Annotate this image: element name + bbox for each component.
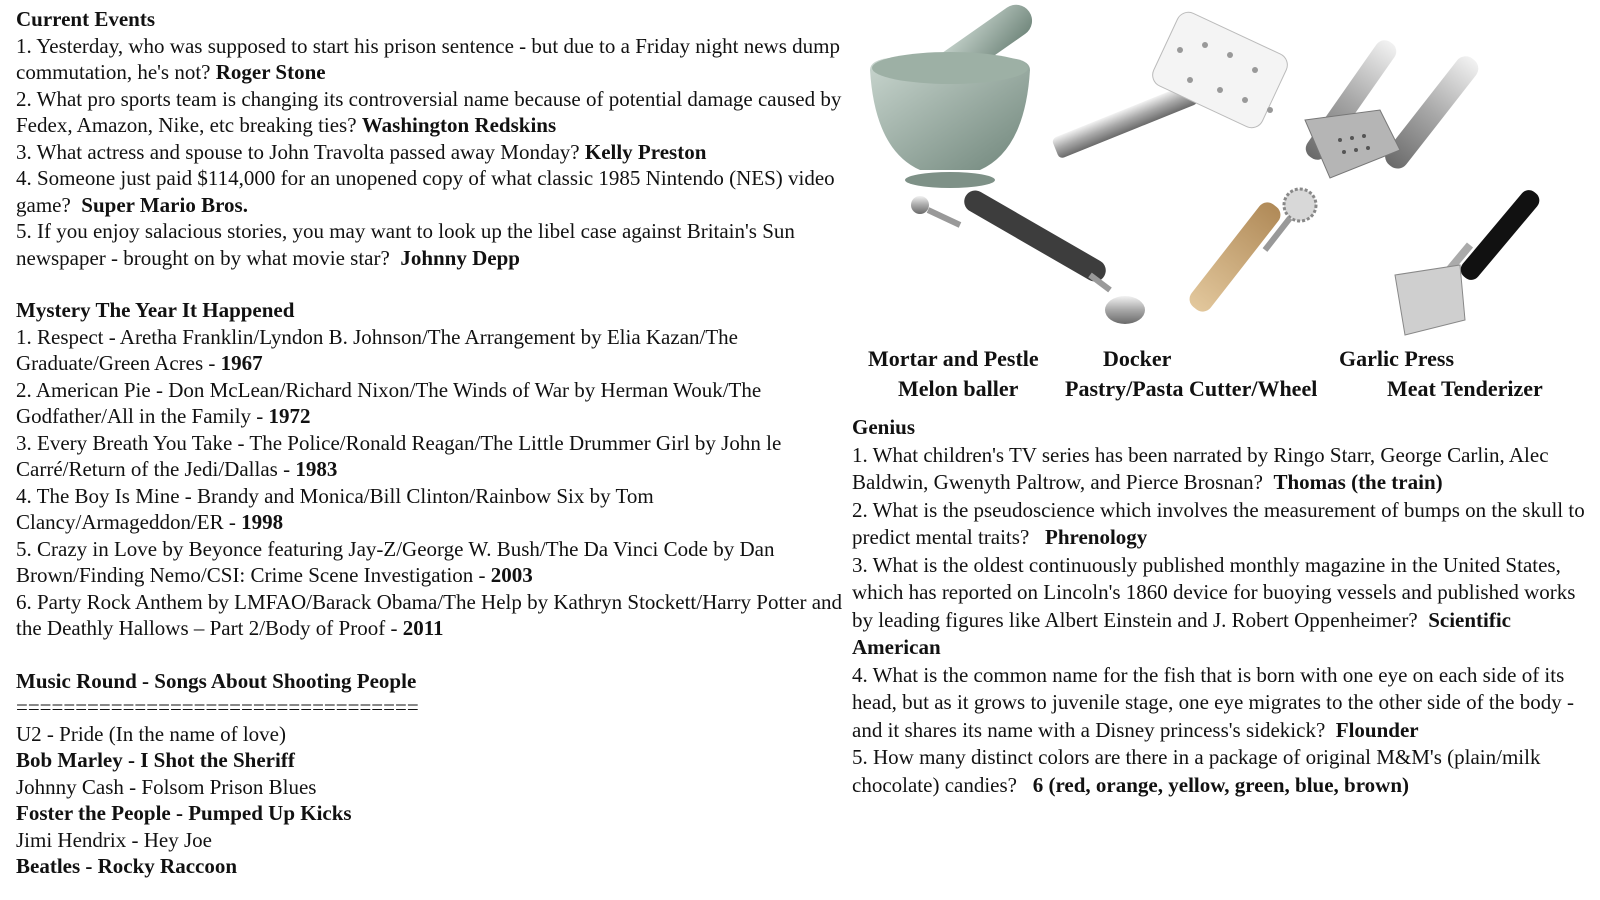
genius-answer: 6 (red, orange, yellow, green, blue, brown)	[1032, 772, 1409, 797]
ce-item: 4. Someone just paid $114,000 for an unopened copy of what classic 1985 Nintendo (NES) video game? Super Mario Bros.	[16, 166, 835, 217]
mystery-item: 1. Respect - Aretha Franklin/Lyndon B. Johnson/The Arrangement by Elia Kazan/The Graduate/Green Acres - 1967	[16, 324, 738, 375]
meat-tenderizer-icon	[1395, 186, 1543, 335]
mystery-item: 5. Crazy in Love by Beyonce featuring Jay-Z/George W. Bush/The Da Vinci Code by Dan Brown/Finding Nemo/CSI: Crime Scene Investigation - 2003	[16, 536, 775, 587]
ce-answer: Kelly Preston	[584, 139, 707, 164]
song-item: Johnny Cash - Folsom Prison Blues	[16, 774, 317, 799]
ce-answer: Roger Stone	[215, 60, 326, 84]
genius-item: 4. What is the common name for the fish that is born with one eye on each side of its head, but as it grows to juvenile stage, one eye migrates to the other side of the body - and it shares its name with a Disney princess's sidekick? Flounder	[852, 662, 1574, 742]
genius-item: 2. What is the pseudoscience which involves the measurement of bumps on the skull to predict mental traits? Phrenology	[852, 497, 1585, 549]
song-item: Bob Marley - I Shot the Sheriff	[16, 748, 295, 772]
caption-garlic: Garlic Press	[1339, 346, 1455, 371]
genius-heading: Genius	[852, 415, 916, 439]
genius-item: 3. What is the oldest continuously published monthly magazine in the United States, which has reported on Lincoln's 1860 device for buoying vessels and published works by leading figures like Albert Einstein and J. Robert Oppenheimer? Scientific American	[852, 552, 1576, 659]
melon-baller-icon	[911, 186, 1145, 324]
genius-answer: Thomas (the train)	[1273, 470, 1443, 494]
genius-item: 1. What children's TV series has been narrated by Ringo Starr, George Carlin, Alec Baldwin, Gwenyth Paltrow, and Pierce Brosnan? Thomas (the train)	[852, 442, 1549, 494]
caption-tenderizer: Meat Tenderizer	[1387, 376, 1543, 401]
mortar-pestle-icon	[870, 0, 1038, 188]
music-divider: ==================================	[16, 695, 419, 719]
kitchen-tools-image	[860, 0, 1600, 345]
song-item: U2 - Pride (In the name of love)	[16, 721, 286, 746]
caption-pastry: Pastry/Pasta Cutter/Wheel	[1065, 376, 1318, 401]
genius-answer: Flounder	[1335, 717, 1419, 742]
song-item: Beatles - Rocky Raccoon	[16, 854, 238, 878]
mystery-year: 1967	[220, 351, 263, 375]
mystery-heading: Mystery The Year It Happened	[16, 298, 295, 322]
mystery-year: 1972	[268, 404, 311, 428]
music-heading: Music Round - Songs About Shooting People	[16, 668, 417, 693]
mystery-year: 1998	[241, 510, 284, 534]
kitchen-tools-illustration	[860, 0, 1600, 345]
left-column	[16, 6, 861, 880]
ce-answer: Washington Redskins	[361, 113, 557, 137]
genius-answer: Scientific American	[852, 607, 1511, 659]
song-item: Jimi Hendrix - Hey Joe	[16, 827, 212, 852]
ce-item: 3. What actress and spouse to John Travolta passed away Monday? Kelly Preston	[16, 139, 707, 164]
genius-answer: Phrenology	[1045, 525, 1148, 549]
song-item: Foster the People - Pumped Up Kicks	[16, 801, 352, 825]
ce-answer: Johnny Depp	[400, 245, 520, 270]
mystery-item: 2. American Pie - Don McLean/Richard Nixon/The Winds of War by Herman Wouk/The Godfather/All in the Family - 1972	[16, 377, 762, 428]
ce-answer: Super Mario Bros.	[81, 192, 248, 217]
caption-docker: Docker	[1103, 346, 1172, 371]
mystery-year: 2011	[402, 616, 444, 640]
ce-item: 5. If you enjoy salacious stories, you may want to look up the libel case against Britain's Sun newspaper - brought on by what movie star? Johnny Depp	[16, 219, 795, 270]
mystery-year: 2003	[490, 563, 533, 587]
genius-item: 5. How many distinct colors are there in a package of original M&M's (plain/milk chocolate) candies? 6 (red, orange, yellow, green, blue, brown)	[852, 745, 1541, 797]
caption-mortar: Mortar and Pestle	[868, 346, 1039, 371]
garlic-press-icon	[1302, 36, 1483, 178]
mystery-year: 1983	[295, 457, 338, 481]
pastry-wheel-icon	[1186, 189, 1316, 316]
ce-item: 1. Yesterday, who was supposed to start his prison sentence - but due to a Friday night news dump commutation, he's not? Roger Stone	[16, 33, 840, 84]
mystery-item: 4. The Boy Is Mine - Brandy and Monica/Bill Clinton/Rainbow Six by Tom Clancy/Armageddon/ER - 1998	[16, 483, 654, 534]
current-events-heading: Current Events	[16, 7, 156, 31]
mystery-item: 3. Every Breath You Take - The Police/Ronald Reagan/The Little Drummer Girl by John le Carré/Return of the Jedi/Dallas - 1983	[16, 430, 782, 481]
docker-icon	[1051, 8, 1291, 159]
right-column	[852, 414, 1592, 799]
mystery-item: 6. Party Rock Anthem by LMFAO/Barack Obama/The Help by Kathryn Stockett/Harry Potter and the Deathly Hallows – Part 2/Body of Proof - 2011	[16, 589, 843, 640]
caption-melon: Melon baller	[898, 376, 1019, 401]
ce-item: 2. What pro sports team is changing its controversial name because of potential damage caused by Fedex, Amazon, Nike, etc breaking ties? Washington Redskins	[16, 86, 842, 137]
